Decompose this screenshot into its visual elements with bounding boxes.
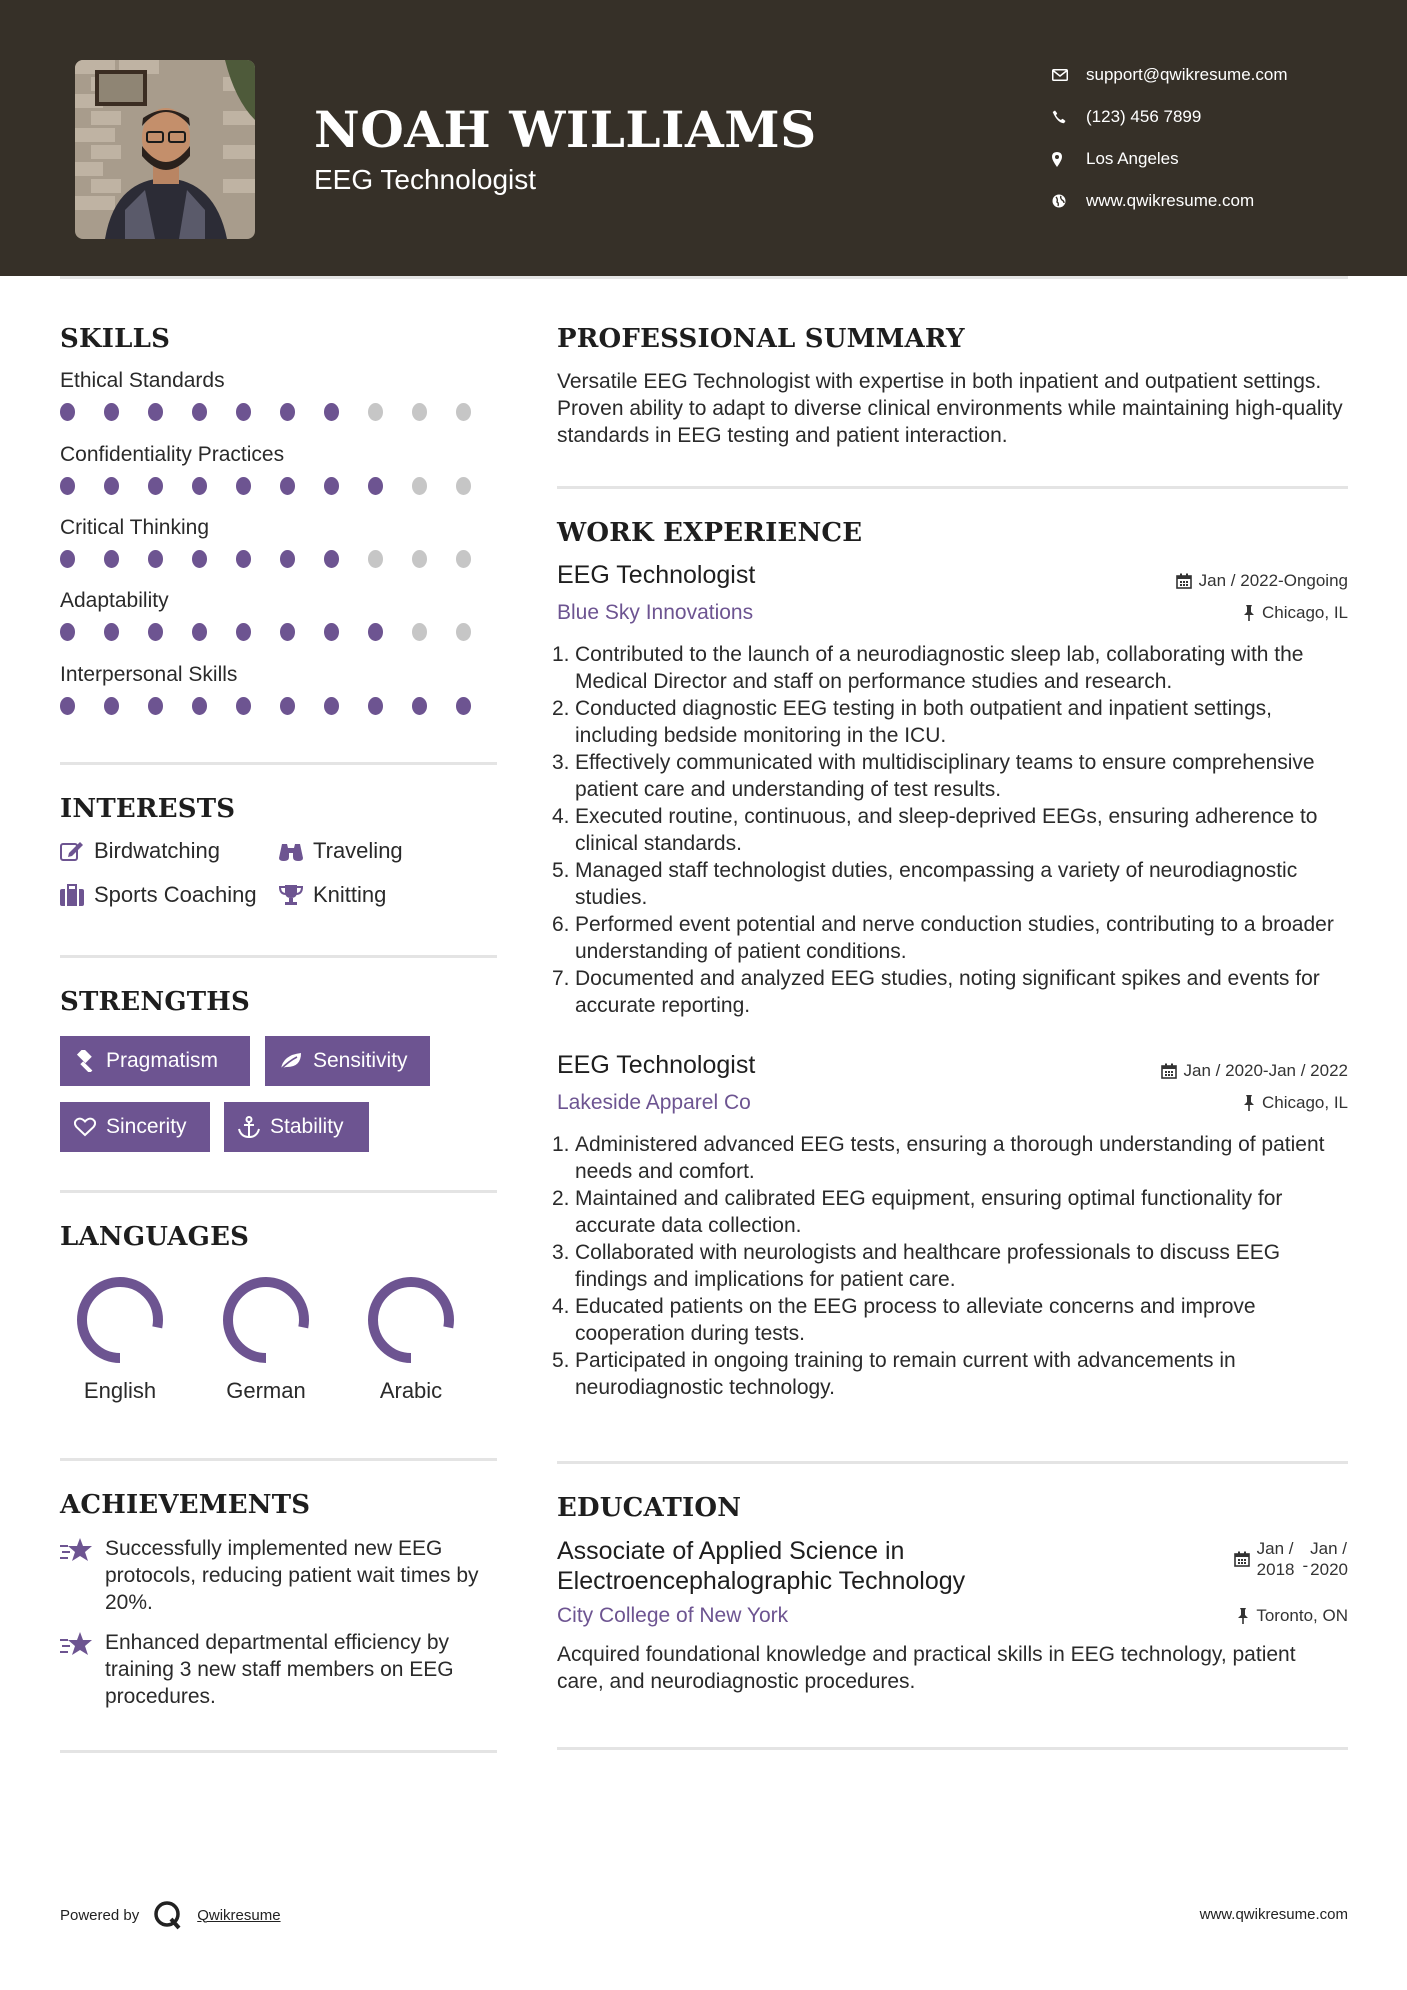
bullet-text: Effectively communicated with multidisciplinary teams to ensure comprehensive patient care and understanding of test results.	[575, 751, 1315, 801]
job-company: Lakeside Apparel Co	[557, 1091, 751, 1114]
job-dates	[1176, 571, 1348, 591]
bullet-number: 2.	[552, 1187, 570, 1210]
interest-label: Knitting	[313, 882, 387, 907]
skill-dot	[412, 403, 427, 421]
school-name: City College of New York	[557, 1604, 789, 1627]
globe-icon	[1052, 194, 1086, 208]
language-label: Arabic	[379, 1378, 443, 1403]
bullet-number: 6.	[552, 913, 570, 936]
end-year: 2020	[1310, 1560, 1348, 1579]
degree-title	[557, 1536, 965, 1596]
degree-line-1: Associate of Applied Science in	[557, 1537, 905, 1565]
strength-tag	[60, 1036, 250, 1086]
section-divider	[60, 1750, 497, 1753]
achievement-item	[60, 1629, 500, 1710]
skill-dot	[60, 477, 75, 495]
skill-dot	[412, 623, 427, 641]
binoculars-icon	[279, 840, 303, 862]
skill-item	[60, 443, 500, 495]
skill-dot	[104, 623, 119, 641]
interests-title: INTERESTS	[60, 794, 236, 824]
pencil-square-icon	[60, 840, 84, 862]
education-description: Acquired foundational knowledge and practical skills in EEG technology, patient care, and neurodiagnostic procedures.	[557, 1643, 1296, 1693]
job-dates	[1161, 1061, 1348, 1081]
skill-item	[60, 369, 500, 421]
date-dash: -	[1302, 1556, 1309, 1575]
skill-dot	[368, 477, 383, 495]
section-divider	[557, 486, 1348, 489]
interest-item	[60, 882, 257, 908]
education-title: EDUCATION	[557, 1493, 742, 1523]
end-month: Jan /	[1310, 1539, 1348, 1558]
contact-website[interactable]	[1052, 180, 1288, 222]
job-dates-text: Jan / 2022-Ongoing	[1198, 571, 1348, 590]
contact-info	[1052, 54, 1288, 222]
skill-dot	[456, 550, 471, 568]
skill-dot	[324, 623, 339, 641]
candidate-title: EEG Technologist	[314, 164, 537, 195]
skill-dot	[456, 477, 471, 495]
skill-dot	[236, 623, 251, 641]
skill-dot	[104, 477, 119, 495]
anchor-icon	[238, 1116, 260, 1138]
section-divider	[557, 1747, 1348, 1750]
skill-name: Ethical Standards	[60, 369, 225, 392]
job-dates-text: Jan / 2020-Jan / 2022	[1183, 1061, 1348, 1080]
skill-dot	[368, 403, 383, 421]
achievement-item	[60, 1535, 500, 1616]
skill-dot	[280, 403, 295, 421]
skill-dot	[324, 697, 339, 715]
skill-dot	[104, 697, 119, 715]
skill-dot	[456, 403, 471, 421]
job-bullet	[552, 857, 1352, 911]
briefcase-icon	[60, 884, 84, 906]
language-item	[206, 1274, 326, 1404]
pin-icon	[1243, 1095, 1255, 1111]
skill-dot	[148, 623, 163, 641]
degree-line-2: Electroencephalographic Technology	[557, 1567, 966, 1595]
skill-dot	[192, 550, 207, 568]
achievement-text: Enhanced departmental efficiency by training 3 new staff members on EEG procedures.	[105, 1631, 454, 1708]
footer-website[interactable]: www.qwikresume.com	[1199, 1906, 1348, 1923]
job-bullets	[552, 641, 1352, 1019]
skill-dot	[280, 623, 295, 641]
map-marker-icon	[1052, 152, 1086, 167]
skill-dot	[280, 550, 295, 568]
language-item	[351, 1274, 471, 1404]
job-role: EEG Technologist	[557, 1051, 756, 1079]
language-item	[60, 1274, 180, 1404]
bullet-text: Performed event potential and nerve conduction studies, contributing to a broader understanding of patient conditions.	[575, 913, 1334, 963]
bullet-text: Participated in ongoing training to remain current with advancements in neurodiagnostic technology.	[575, 1349, 1236, 1399]
job-bullet	[552, 911, 1352, 965]
bullet-number: 5.	[552, 1349, 570, 1372]
pin-icon	[1243, 605, 1255, 621]
skill-dot	[280, 697, 295, 715]
job-bullet	[552, 1185, 1352, 1239]
section-divider	[557, 1461, 1348, 1464]
location-text: Los Angeles	[1086, 149, 1179, 168]
resume-header	[0, 0, 1407, 276]
strength-tag	[224, 1102, 369, 1152]
bullet-text: Collaborated with neurologists and healthcare professionals to discuss EEG findings and implications for patient care.	[575, 1241, 1281, 1291]
gavel-icon	[74, 1050, 96, 1072]
powered-by-text: Powered by	[60, 1906, 140, 1924]
skill-dot	[60, 403, 75, 421]
education-location	[1237, 1606, 1348, 1626]
interest-item	[60, 838, 220, 864]
language-ring	[74, 1274, 166, 1366]
skill-dot	[324, 550, 339, 568]
calendar-icon	[1176, 573, 1192, 589]
section-divider	[60, 1458, 497, 1461]
skill-dot	[324, 477, 339, 495]
skills-title: SKILLS	[60, 324, 171, 354]
job-bullet	[552, 1239, 1352, 1293]
skill-rating	[60, 550, 500, 568]
job-bullet	[552, 695, 1352, 749]
interest-item	[279, 838, 403, 864]
languages-title: LANGUAGES	[60, 1222, 250, 1252]
skill-dot	[60, 623, 75, 641]
skill-dot	[412, 550, 427, 568]
bullet-text: Contributed to the launch of a neurodiagnostic sleep lab, collaborating with the Medical Director and staff on performance studies and research.	[575, 643, 1304, 693]
calendar-icon	[1234, 1551, 1250, 1567]
experience-title: WORK EXPERIENCE	[557, 518, 863, 548]
education-end	[1310, 1538, 1348, 1580]
skill-dot	[236, 697, 251, 715]
strength-tag	[265, 1036, 430, 1086]
summary-text: Versatile EEG Technologist with expertise in both inpatient and outpatient settings. Proven ability to adapt to diverse clinical environments while maintaining high-quality standards in EEG testing and patient interaction.	[557, 370, 1343, 447]
strength-label: Pragmatism	[106, 1049, 219, 1072]
skill-dot	[412, 477, 427, 495]
skill-name: Adaptability	[60, 589, 169, 612]
bullet-text: Conducted diagnostic EEG testing in both outpatient and inpatient settings, including bedside monitoring in the ICU.	[575, 697, 1272, 747]
achievement-text: Successfully implemented new EEG protocols, reducing patient wait times by 20%.	[105, 1537, 479, 1614]
skill-rating	[60, 477, 500, 495]
interest-item	[279, 882, 386, 908]
skill-dot	[368, 697, 383, 715]
phone-icon	[1052, 110, 1086, 124]
section-divider	[60, 762, 497, 765]
bullet-number: 2.	[552, 697, 570, 720]
skill-dot	[280, 477, 295, 495]
trophy-icon	[279, 884, 303, 906]
summary-title: PROFESSIONAL SUMMARY	[557, 324, 965, 354]
strengths-title: STRENGTHS	[60, 987, 251, 1017]
job-bullets	[552, 1131, 1352, 1401]
language-ring	[365, 1274, 457, 1366]
bullet-number: 3.	[552, 1241, 570, 1264]
job-location-text: Chicago, IL	[1262, 603, 1348, 622]
language-ring	[220, 1274, 312, 1366]
strength-tag	[60, 1102, 210, 1152]
strength-label: Sincerity	[106, 1115, 187, 1138]
star-icon	[60, 1629, 105, 1710]
education-start	[1257, 1538, 1295, 1580]
bullet-text: Educated patients on the EEG process to alleviate concerns and improve cooperation during tests.	[575, 1295, 1256, 1345]
skill-dot	[148, 477, 163, 495]
skill-dot	[368, 623, 383, 641]
skill-rating	[60, 623, 500, 641]
strength-label: Sensitivity	[313, 1049, 408, 1072]
skill-dot	[104, 403, 119, 421]
section-divider	[60, 955, 497, 958]
skill-dot	[456, 697, 471, 715]
language-label: English	[83, 1378, 157, 1403]
skill-dot	[104, 550, 119, 568]
interest-label: Sports Coaching	[94, 882, 257, 907]
skill-item	[60, 663, 500, 715]
contact-location	[1052, 138, 1288, 180]
calendar-icon	[1161, 1063, 1177, 1079]
profile-photo	[75, 60, 255, 239]
language-label: German	[226, 1378, 306, 1403]
qwikresume-logo-icon	[153, 1900, 183, 1930]
job-bullet	[552, 803, 1352, 857]
skill-dot	[368, 550, 383, 568]
skill-dot	[324, 403, 339, 421]
skill-dot	[148, 403, 163, 421]
bullet-number: 1.	[552, 643, 570, 666]
bullet-number: 1.	[552, 1133, 570, 1156]
interest-label: Birdwatching	[94, 838, 220, 863]
skill-dot	[412, 697, 427, 715]
brand-link[interactable]: Qwikresume	[197, 1906, 281, 1924]
job-bullet	[552, 1293, 1352, 1347]
start-year: 2018	[1256, 1560, 1295, 1579]
envelope-icon	[1052, 69, 1086, 81]
job-company: Blue Sky Innovations	[557, 601, 754, 624]
job-location	[1243, 1093, 1348, 1113]
job-bullet	[552, 749, 1352, 803]
job-role: EEG Technologist	[557, 561, 756, 589]
footer-powered-by	[60, 1900, 281, 1930]
heart-icon	[74, 1117, 96, 1137]
job-bullet	[552, 641, 1352, 695]
education-location-text: Toronto, ON	[1256, 1606, 1348, 1625]
candidate-name: NOAH WILLIAMS	[314, 100, 817, 159]
skill-dot	[148, 697, 163, 715]
bullet-number: 4.	[552, 805, 570, 828]
skill-dot	[60, 550, 75, 568]
skill-dot	[148, 550, 163, 568]
section-divider	[60, 1190, 497, 1193]
skill-name: Interpersonal Skills	[60, 663, 238, 686]
bullet-text: Documented and analyzed EEG studies, noting significant spikes and events for accurate reporting.	[575, 967, 1320, 1017]
job-location	[1243, 603, 1348, 623]
bullet-number: 3.	[552, 751, 570, 774]
skill-dot	[236, 550, 251, 568]
skill-dot	[192, 697, 207, 715]
skill-dot	[192, 477, 207, 495]
skill-name: Critical Thinking	[60, 516, 209, 539]
bullet-text: Managed staff technologist duties, encompassing a variety of neurodiagnostic studies.	[575, 859, 1298, 909]
skill-name: Confidentiality Practices	[60, 443, 285, 466]
bullet-number: 7.	[552, 967, 570, 990]
contact-email[interactable]	[1052, 54, 1288, 96]
bullet-text: Administered advanced EEG tests, ensuring a thorough understanding of patient needs and comfort.	[575, 1133, 1325, 1183]
email-text: support@qwikresume.com	[1086, 65, 1288, 84]
skill-item	[60, 589, 500, 641]
bullet-number: 5.	[552, 859, 570, 882]
job-location-text: Chicago, IL	[1262, 1093, 1348, 1112]
skill-dot	[192, 623, 207, 641]
header-divider	[60, 276, 1348, 279]
job-bullet	[552, 965, 1352, 1019]
website-text: www.qwikresume.com	[1086, 191, 1255, 210]
skill-rating	[60, 403, 500, 421]
start-month: Jan /	[1256, 1539, 1294, 1558]
skill-dot	[236, 477, 251, 495]
skill-item	[60, 516, 500, 568]
skill-dot	[192, 403, 207, 421]
bullet-text: Executed routine, continuous, and sleep-deprived EEGs, ensuring adherence to clinical standards.	[575, 805, 1318, 855]
achievements-title: ACHIEVEMENTS	[60, 1490, 311, 1520]
job-bullet	[552, 1131, 1352, 1185]
star-icon	[60, 1535, 105, 1616]
skill-dot	[456, 623, 471, 641]
contact-phone[interactable]	[1052, 96, 1288, 138]
education-dates	[1234, 1538, 1348, 1580]
skill-rating	[60, 697, 500, 715]
phone-text: (123) 456 7899	[1086, 107, 1202, 126]
skill-dot	[60, 697, 75, 715]
interest-label: Traveling	[313, 838, 403, 863]
strength-label: Stability	[270, 1115, 344, 1138]
pin-icon	[1237, 1608, 1249, 1624]
bullet-text: Maintained and calibrated EEG equipment, ensuring optimal functionality for accurate data collection.	[575, 1187, 1283, 1237]
job-bullet	[552, 1347, 1352, 1401]
bullet-number: 4.	[552, 1295, 570, 1318]
leaf-icon	[279, 1051, 303, 1071]
skill-dot	[236, 403, 251, 421]
